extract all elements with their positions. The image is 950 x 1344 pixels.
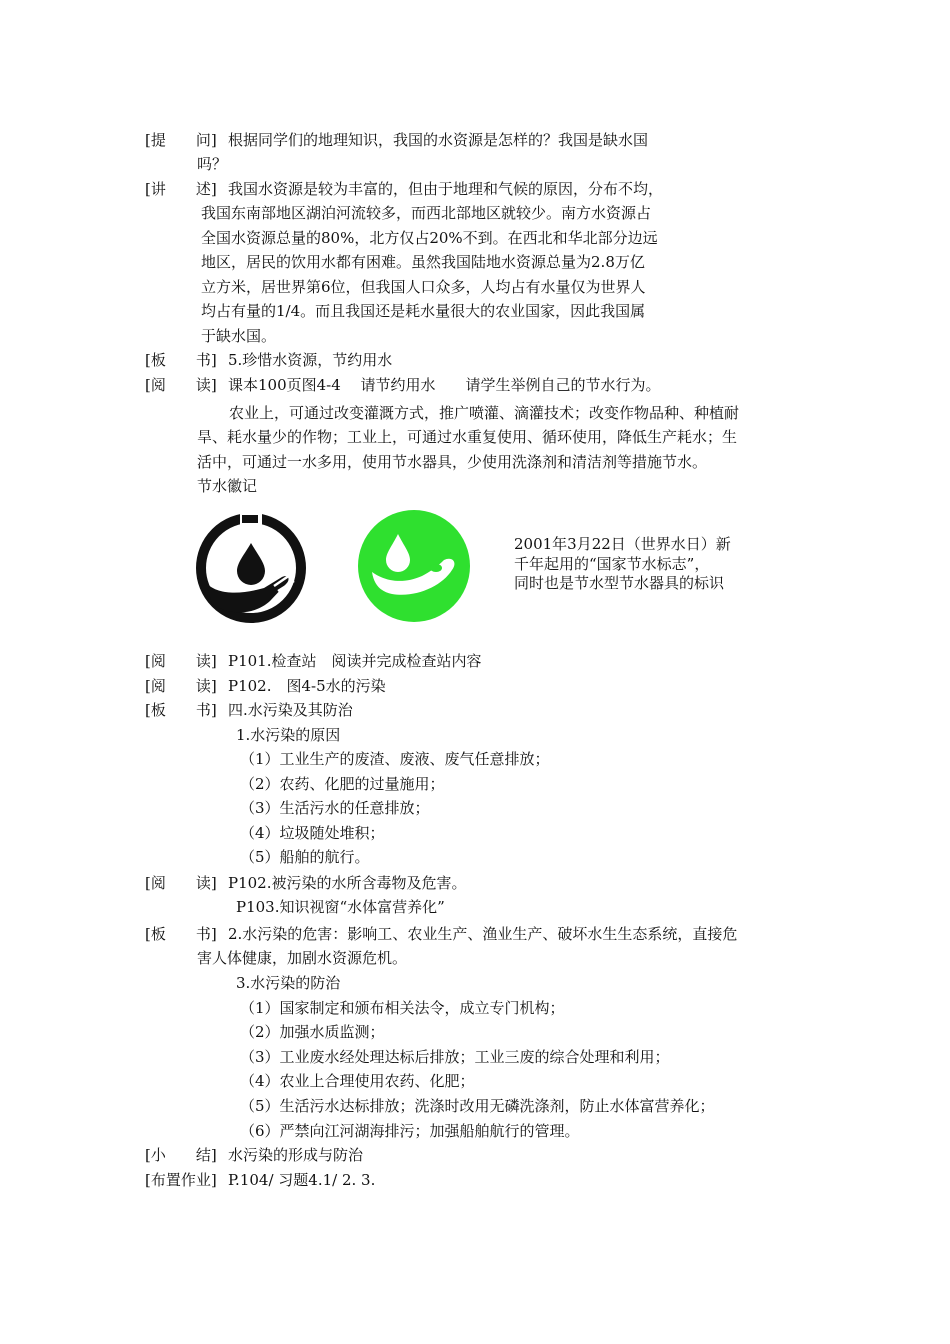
narrate-tag: [讲 述] — [145, 180, 217, 198]
read3-tag: [阅 读] — [145, 677, 217, 695]
board3-line-1: 2.水污染的危害：影响工、农业生产、渔业生产、破坏水生生态系统，直接危 — [228, 925, 738, 943]
emblem-caption-line-3: 同时也是节水型节水器具的标识 — [514, 574, 725, 592]
read4-tag: [阅 读] — [145, 874, 217, 892]
emblem-title: 节水徽记 — [197, 477, 258, 495]
read2-tag: [阅 读] — [145, 652, 217, 670]
board1-tag: [板 书] — [145, 351, 217, 369]
narrate-line-2: 我国东南部地区湖泊河流较多，而西北部地区就较少。南方水资源占 — [201, 204, 652, 222]
prevent-item-1: （1）国家制定和颁布相关法令，成立专门机构； — [240, 999, 565, 1017]
read4-text: P102.被污染的水所含毒物及危害。 — [228, 874, 467, 892]
prevent-item-5: （5）生活污水达标排放；洗涤时改用无磷洗涤剂，防止水体富营养化； — [240, 1097, 715, 1115]
board1-text: 5.珍惜水资源，节约用水 — [228, 351, 393, 369]
homework-text: P.104/ 习题4.1/ 2. 3. — [228, 1171, 376, 1189]
saving-line-1: 农业上，可通过改变灌溉方式，推广喷灌、滴灌技术；改变作物品种、种植耐 — [229, 404, 740, 422]
read3-text: P102. 图4-5水的污染 — [228, 677, 386, 695]
narrate-line-6: 均占有量的1/4。而且我国还是耗水量很大的农业国家，因此我国属 — [201, 302, 646, 320]
board3-line-2: 害人体健康，加剧水资源危机。 — [197, 949, 408, 967]
board3-subtitle: 3.水污染的防治 — [236, 974, 341, 992]
prevent-item-4: （4）农业上合理使用农药、化肥； — [240, 1072, 475, 1090]
emblem-caption-line-1: 2001年3月22日（世界水日）新 — [514, 535, 731, 553]
cause-item-4: （4）垃圾随处堆积； — [240, 824, 385, 842]
ask-line-2: 吗？ — [197, 155, 228, 173]
narrate-line-3: 全国水资源总量的80%，北方仅占20%不到。在西北和华北部分边远 — [201, 229, 658, 247]
read2-text: P101.检查站 阅读并完成检查站内容 — [228, 652, 482, 670]
narrate-line-4: 地区，居民的饮用水都有困难。虽然我国陆地水资源总量为2.8万亿 — [201, 253, 645, 271]
water-saving-emblem-green-icon — [356, 508, 472, 624]
read1-tag: [阅 读] — [145, 376, 217, 394]
read4-line-2: P103.知识视窗“水体富营养化” — [236, 898, 445, 916]
narrate-line-1: 我国水资源是较为丰富的，但由于地理和气候的原因，分布不均， — [228, 180, 664, 198]
board2-subtitle: 1.水污染的原因 — [236, 726, 341, 744]
cause-item-1: （1）工业生产的废渣、废液、废气任意排放； — [240, 750, 550, 768]
board2-tag: [板 书] — [145, 701, 217, 719]
ask-line-1: 根据同学们的地理知识，我国的水资源是怎样的？我国是缺水国 — [228, 131, 649, 149]
read1-text: 课本100页图4-4 请节约用水 请学生举例自己的节水行为。 — [228, 376, 661, 394]
homework-tag: [布置作业] — [145, 1171, 217, 1189]
prevent-item-2: （2）加强水质监测； — [240, 1023, 385, 1041]
water-saving-emblem-black-icon — [194, 511, 308, 625]
summary-tag: [小 结] — [145, 1146, 217, 1164]
saving-line-2: 旱、耗水量少的作物；工业上，可通过水重复使用、循环使用，降低生产耗水；生 — [197, 428, 738, 446]
ask-tag: [提 问] — [145, 131, 217, 149]
summary-text: 水污染的形成与防治 — [228, 1146, 364, 1164]
prevent-item-6: （6）严禁向江河湖海排污；加强船舶航行的管理。 — [240, 1122, 580, 1140]
narrate-line-7: 于缺水国。 — [201, 327, 277, 345]
cause-item-3: （3）生活污水的任意排放； — [240, 799, 430, 817]
narrate-line-5: 立方米，居世界第6位，但我国人口众多，人均占有水量仅为世界人 — [201, 278, 646, 296]
cause-item-5: （5）船舶的航行。 — [240, 848, 370, 866]
prevent-item-3: （3）工业废水经处理达标后排放；工业三废的综合处理和利用； — [240, 1048, 670, 1066]
board3-tag: [板 书] — [145, 925, 217, 943]
board2-text: 四.水污染及其防治 — [228, 701, 353, 719]
emblem-caption-line-2: 千年起用的“国家节水标志”， — [514, 555, 710, 573]
saving-line-3: 活中，可通过一水多用，使用节水器具，少使用洗涤剂和清洁剂等措施节水。 — [197, 453, 708, 471]
cause-item-2: （2）农药、化肥的过量施用； — [240, 775, 445, 793]
